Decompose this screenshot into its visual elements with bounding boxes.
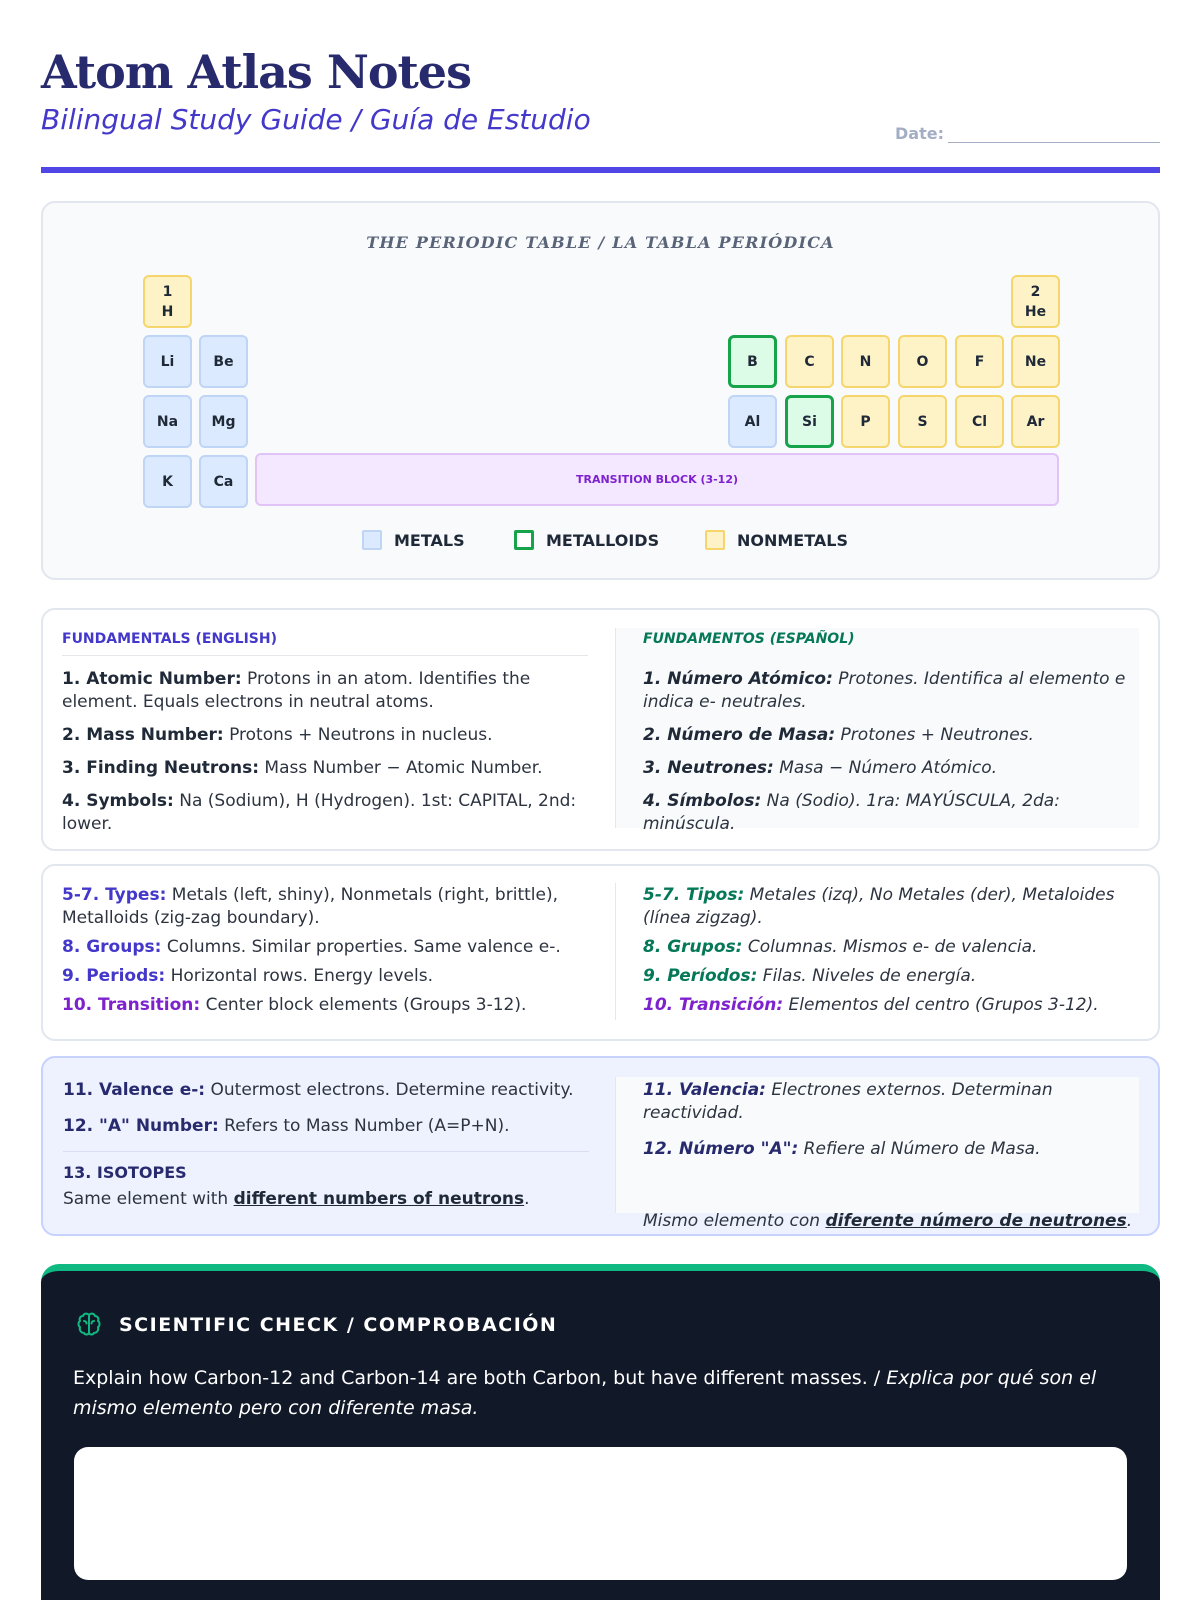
element-c: C (785, 335, 834, 388)
legend-metals-swatch (362, 530, 382, 550)
legend-nonmetals-label: NONMETALS (737, 530, 849, 550)
scientific-check-panel (41, 1264, 1160, 1600)
organization-es-column (643, 884, 1139, 1023)
advanced-es-column (643, 1079, 1143, 1243)
element-he (1011, 275, 1060, 328)
periodic-table-title: THE PERIODIC TABLE / LA TABLA PERIÓDICA (366, 233, 835, 252)
fundamentals-en-item: 2. Mass Number: Protons + Neutrons in nucleus. (62, 725, 493, 745)
advanced-en-item: 11. Valence e-: Outermost electrons. Determine reactivity. (63, 1080, 574, 1100)
organization-divider (615, 883, 616, 1020)
fundamentals-en-column (62, 628, 588, 846)
organization-es-item: 5-7. Tipos: Metales (izq), No Metales (der), Metaloides (línea zigzag). (643, 885, 1115, 928)
element-na: Na (143, 395, 192, 448)
element-he-symbol: He (1024, 303, 1047, 320)
element-ar: Ar (1011, 395, 1060, 448)
scientific-check-title: SCIENTIFIC CHECK / COMPROBACIÓN (119, 1314, 558, 1336)
scientific-check-question: Explain how Carbon-12 and Carbon-14 are both Carbon, but have different masses. / Explica por qué son el mismo elemento pero con diferente masa. (73, 1367, 1097, 1419)
element-mg: Mg (199, 395, 248, 448)
fundamentals-es-item: 3. Neutrones: Masa − Número Atómico. (643, 758, 998, 778)
element-li: Li (143, 335, 192, 388)
element-k: K (143, 455, 192, 508)
fundamentals-en-item: 1. Atomic Number: Protons in an atom. Identifies the element. Equals electrons in neutral atoms. (62, 669, 531, 712)
date-label: Date: (895, 124, 944, 143)
advanced-divider (615, 1077, 616, 1213)
answer-input[interactable] (74, 1447, 1127, 1580)
legend-nonmetals (705, 530, 848, 550)
advanced-en-item: 12. "A" Number: Refers to Mass Number (A=P+N). (63, 1115, 589, 1152)
page-subtitle: Bilingual Study Guide / Guía de Estudio (41, 103, 591, 136)
element-be: Be (199, 335, 248, 388)
fundamentals-en-item: 3. Finding Neutrons: Mass Number − Atomic Number. (62, 758, 543, 778)
fundamentals-divider (615, 628, 616, 828)
date-field[interactable] (895, 124, 1160, 143)
periodic-table-card (41, 201, 1160, 580)
page-title: Atom Atlas Notes (41, 45, 471, 99)
element-si: Si (785, 395, 834, 448)
element-b: B (728, 335, 777, 388)
element-o: O (898, 335, 947, 388)
organization-en-column (62, 884, 602, 1023)
element-ne: Ne (1011, 335, 1060, 388)
element-he-number: 2 (1030, 283, 1041, 300)
organization-en-item: 9. Periods: Horizontal rows. Energy levels. (62, 966, 433, 986)
fundamentals-es-heading: FUNDAMENTOS (ESPAÑOL) (643, 628, 1135, 656)
element-p: P (841, 395, 890, 448)
legend-metals (362, 530, 465, 550)
advanced-es-item: 12. Número "A": Refiere al Número de Masa. (643, 1139, 1041, 1159)
legend-metalloids-swatch (514, 530, 534, 550)
legend-nonmetals-swatch (705, 530, 725, 550)
element-al: Al (728, 395, 777, 448)
isotopes-heading: 13. ISOTOPES (63, 1163, 187, 1182)
page-header (41, 44, 1160, 174)
advanced-en-column (63, 1079, 589, 1221)
element-f: F (955, 335, 1004, 388)
element-s: S (898, 395, 947, 448)
legend-metals-label: METALS (394, 530, 465, 550)
element-n: N (841, 335, 890, 388)
fundamentals-es-column (643, 628, 1135, 846)
legend-metalloids (514, 530, 659, 550)
element-h (143, 275, 192, 328)
organization-en-item: 10. Transition: Center block elements (Groups 3-12). (62, 995, 527, 1015)
scientific-check-header (73, 1309, 557, 1341)
advanced-es-item: 11. Valencia: Electrones externos. Determinan reactividad. (643, 1080, 1053, 1123)
brain-icon (73, 1309, 105, 1341)
fundamentals-en-heading: FUNDAMENTALS (ENGLISH) (62, 628, 588, 656)
organization-en-item: 8. Groups: Columns. Similar properties. Same valence e-. (62, 937, 561, 957)
date-line[interactable] (948, 127, 1160, 143)
element-h-symbol: H (161, 303, 174, 320)
header-rule (41, 167, 1160, 173)
element-h-number: 1 (162, 283, 173, 300)
element-ca: Ca (199, 455, 248, 508)
legend-metalloids-label: METALLOIDS (546, 530, 660, 550)
fundamentals-es-item: 2. Número de Masa: Protones + Neutrones. (643, 725, 1034, 745)
fundamentals-es-item: 1. Número Atómico: Protones. Identifica al elemento e indica e- neutrales. (643, 669, 1126, 712)
organization-es-item: 9. Períodos: Filas. Niveles de energía. (643, 966, 977, 986)
fundamentals-es-item: 4. Símbolos: Na (Sodio). 1ra: MAYÚSCULA, 2da: minúscula. (643, 791, 1060, 834)
organization-en-item: 5-7. Types: Metals (left, shiny), Nonmetals (right, brittle), Metalloids (zig-zag boundary). (62, 885, 558, 928)
isotopes-en-text: Same element with different numbers of neutrons. (63, 1189, 530, 1209)
transition-block: TRANSITION BLOCK (3-12) (255, 453, 1059, 506)
element-cl: Cl (955, 395, 1004, 448)
organization-es-item: 10. Transición: Elementos del centro (Grupos 3-12). (643, 995, 1099, 1015)
organization-es-item: 8. Grupos: Columnas. Mismos e- de valencia. (643, 937, 1038, 957)
fundamentals-en-item: 4. Symbols: Na (Sodium), H (Hydrogen). 1st: CAPITAL, 2nd: lower. (62, 791, 577, 834)
isotopes-es-text: Mismo elemento con diferente número de neutrones. (643, 1211, 1133, 1231)
